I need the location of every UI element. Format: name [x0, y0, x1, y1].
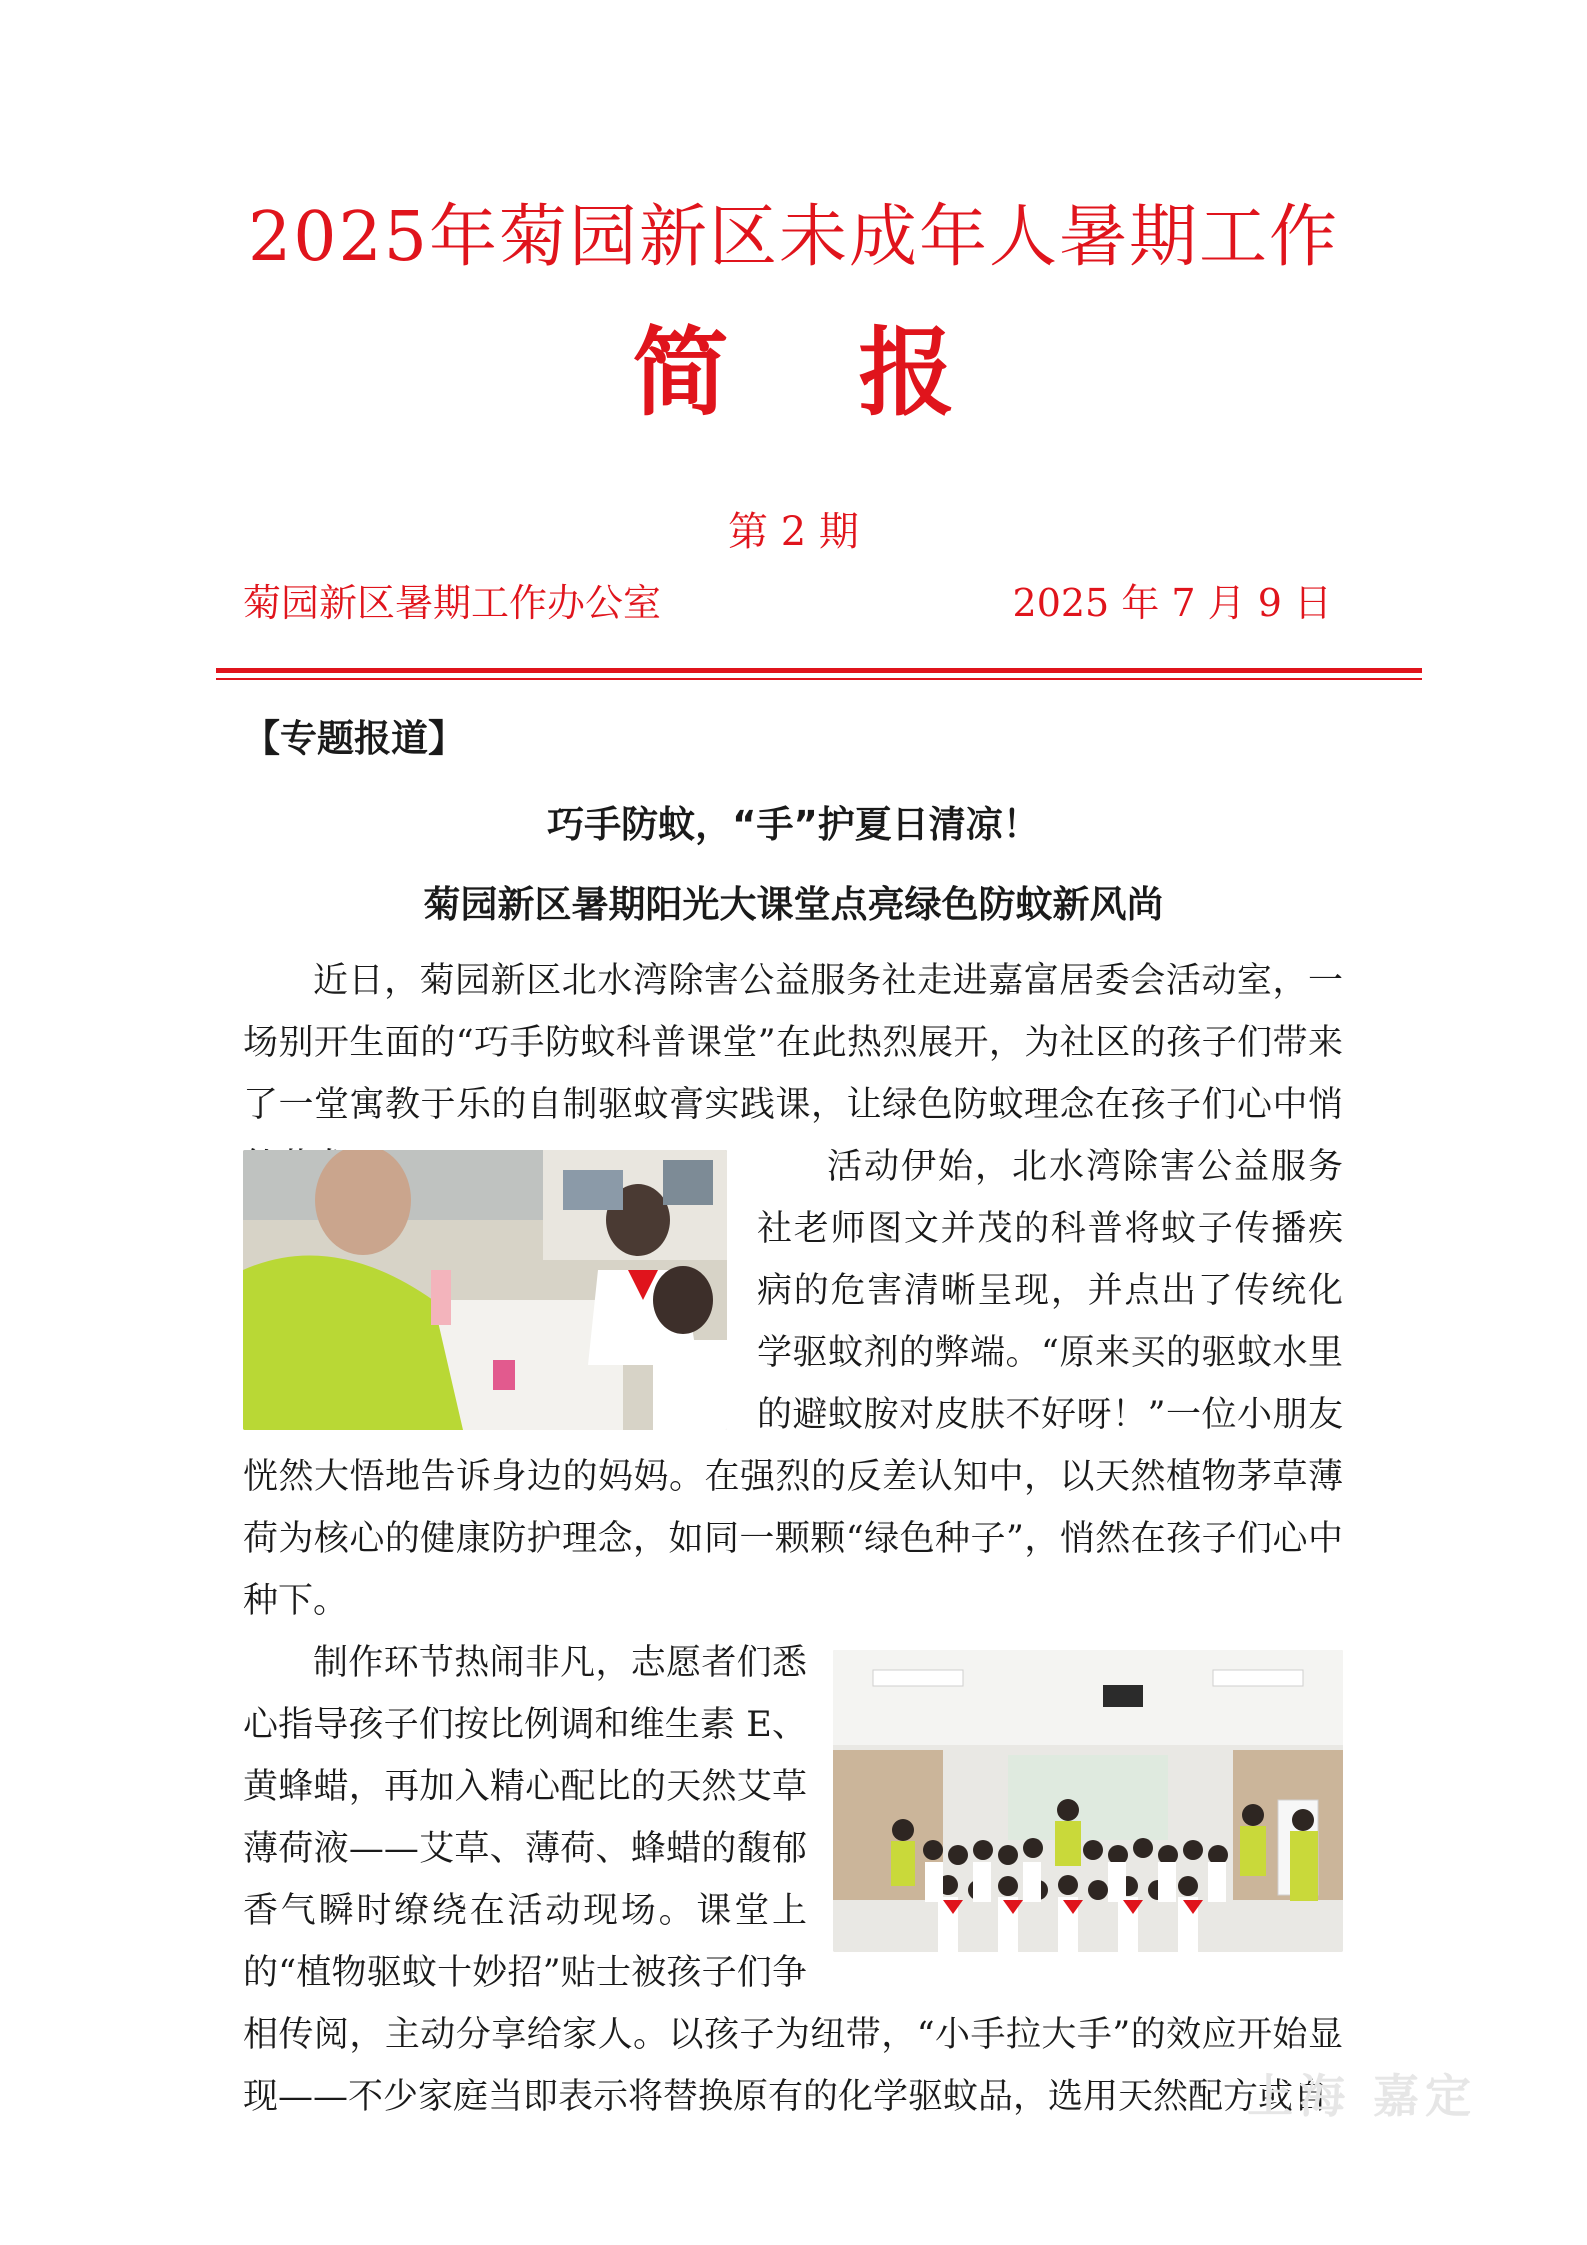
header-divider-thick [216, 668, 1422, 673]
issue-number: 第 2 期 [728, 509, 859, 555]
issue-date: 2025 年 7 月 9 日 [1012, 581, 1332, 625]
bulletin-title: 2025年菊园新区未成年人暑期工作 [247, 198, 1340, 277]
photo-2-illustration [833, 1650, 1343, 1952]
article-paragraph-2: 活动伊始，北水湾除害公益服务社老师图文并茂的科普将蚊子传播疾病的危害清晰呈现，并点出了传统化学驱蚊剂的弊端。“原来买的驱蚊水里的避蚊胺对皮肤不好呀！”一位小朋友恍然大悟地告诉身边的妈妈。在强烈的反差认知中，以天然植物茅草薄荷为核心的健康防护理念，如同一颗颗“绿色种子”，悄然在孩子们心中种下。 [243, 1147, 1343, 1621]
bulletin-big-title [0, 318, 1587, 428]
photo-group-activity-room [833, 1650, 1343, 1952]
photo-1-illustration [243, 1150, 727, 1430]
photo-children-making-repellent [243, 1150, 727, 1430]
article-subheadline: 菊园新区暑期阳光大课堂点亮绿色防蚊新风尚 [423, 883, 1164, 926]
header-divider-thin [216, 678, 1422, 680]
article-headline: 巧手防蚊，“手”护夏日清凉！ [547, 803, 1040, 846]
article-body-with-photos [243, 1136, 1343, 2128]
watermark-logo: 上海 嘉定 [1246, 2069, 1477, 2123]
big-title-char-2: 报 [858, 317, 955, 429]
section-tag: 【专题报道】 [243, 717, 465, 760]
article-paragraph-3: 制作环节热闹非凡，志愿者们悉心指导孩子们按比例调和维生素 E、黄蜂蜡，再加入精心配比的天然艾草薄荷液——艾草、薄荷、蜂蜡的馥郁香气瞬时缭绕在活动现场。课堂上的“植物驱蚊十妙招”贴士被孩子们争相传阅，主动分享给家人。以孩子为纽带，“小手拉大手”的效应开始显现——不少家庭当即表示将替换原有的化学驱蚊品，选用天然配方或自 [243, 1643, 1343, 2117]
issuing-office: 菊园新区暑期工作办公室 [243, 581, 662, 625]
paragraph-1-text: 近日，菊园新区北水湾除害公益服务社走进嘉富居委会活动室，一场别开生面的“巧手防蚊科普课堂”在此热烈展开，为社区的孩子们带来了一堂寓教于乐的自制驱蚊膏实践课，让绿色防蚊理念在孩子们心中悄 [243, 961, 1343, 1125]
big-title-char-1: 简 [632, 317, 729, 429]
